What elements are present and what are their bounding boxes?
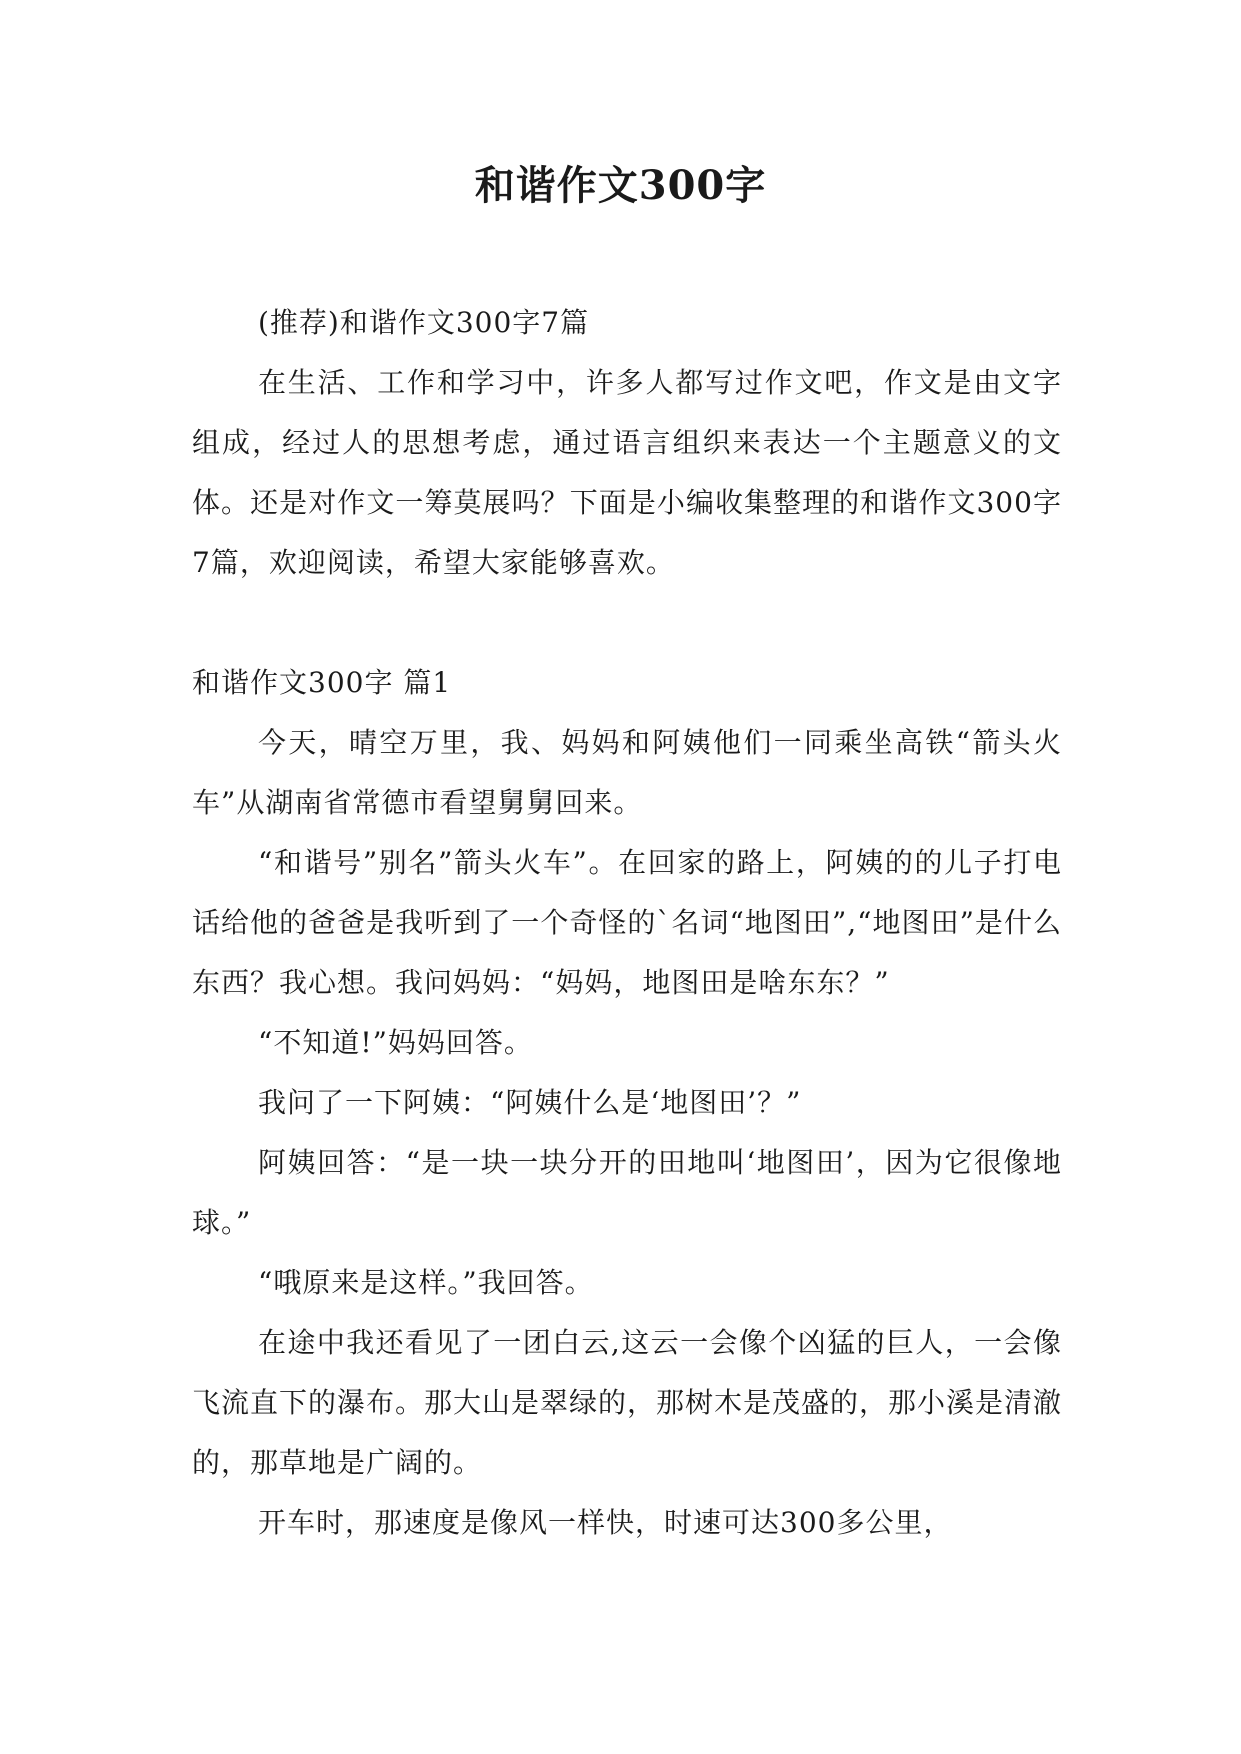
intro-subtitle: (推荐)和谐作文300字7篇 <box>258 306 590 339</box>
document-body <box>192 293 1062 1553</box>
body-paragraph: 阿姨回答：“是一块一块分开的田地叫‘地图田’，因为它很像地球。” <box>192 1146 1062 1239</box>
document-title: 和谐作文300字 <box>474 162 767 209</box>
section-heading: 和谐作文300字 篇1 <box>192 666 452 699</box>
body-paragraph: 在途中我还看见了一团白云,这云一会像个凶猛的巨人，一会像飞流直下的瀑布。那大山是翠绿的，那树木是茂盛的，那小溪是清澈的，那草地是广阔的。 <box>192 1326 1063 1479</box>
body-paragraph: 我问了一下阿姨：“阿姨什么是‘地图田’？” <box>258 1086 802 1119</box>
body-paragraph: 开车时，那速度是像风一样快，时速可达300多公里， <box>258 1506 953 1539</box>
intro-paragraph: 在生活、工作和学习中，许多人都写过作文吧，作文是由文字组成，经过人的思想考虑，通过语言组织来表达一个主题意义的文体。还是对作文一筹莫展吗？下面是小编收集整理的和谐作文300字7篇，欢迎阅读，希望大家能够喜欢。 <box>192 366 1062 579</box>
body-paragraph: “哦原来是这样。”我回答。 <box>258 1266 594 1299</box>
body-paragraph: 今天，晴空万里，我、妈妈和阿姨他们一同乘坐高铁“箭头火车”从湖南省常德市看望舅舅回来。 <box>192 726 1062 819</box>
body-paragraph: “不知道!”妈妈回答。 <box>258 1026 533 1059</box>
body-paragraph: “和谐号”别名”箭头火车”。在回家的路上，阿姨的的儿子打电话给他的爸爸是我听到了一个奇怪的`名词“地图田”,“地图田”是什么东西？我心想。我问妈妈：“妈妈，地图田是啥东东？” <box>192 846 1062 999</box>
